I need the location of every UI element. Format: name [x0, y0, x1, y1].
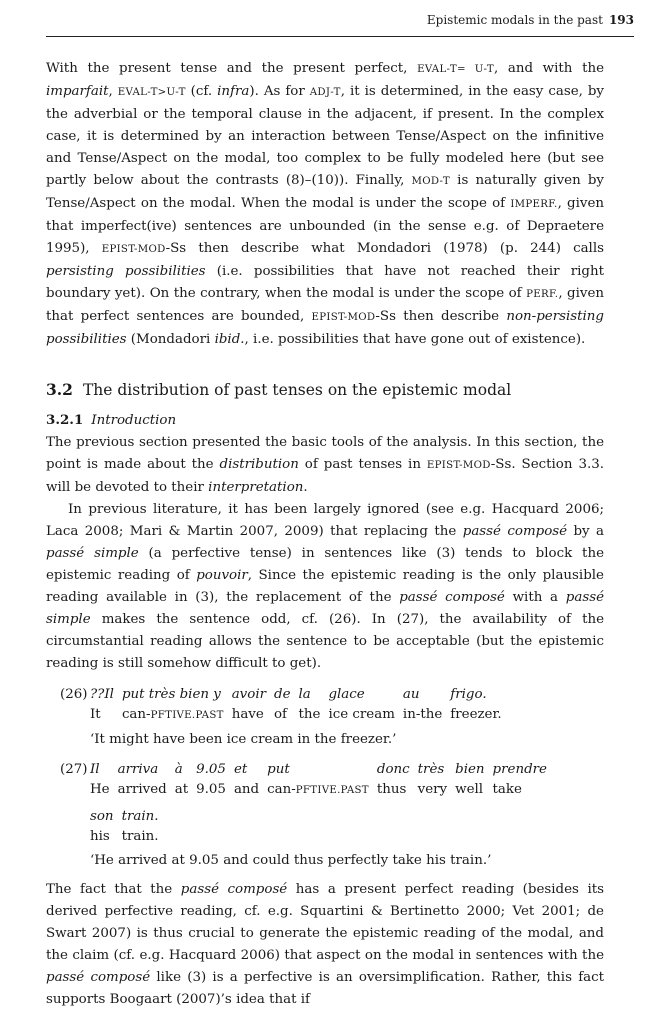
italic-term: non-persisting possibilities	[46, 309, 604, 347]
source-line: Il arriva à 9.05 et put donc très bien prendre	[90, 762, 547, 777]
italic-term: infra	[217, 84, 250, 99]
paragraph: In previous literature, it has been largely ignored (see e.g. Hacquard 2006; Laca 2008; Mari & Martin 2007, 2009) that replacing the passé composé by a passé simple (a perfective tense) in sentences like (3) tends to block the epistemic reading of pouvoir, Since the epistemic reading is the only plausible reading available in (3), the replacement of the passé composé with a passé simple makes the sentence odd, cf. (26). In (27), the availability of the circumstantial reading allows the sentence to be acceptable (but the epistemic reading is still somehow difficult to get).	[46, 502, 605, 671]
small-caps-term: EPIST-MOD	[101, 244, 166, 255]
italic-term: persisting possibilities	[46, 264, 206, 279]
source-line: ??Il put très bien y avoir de la glace au frigo.	[90, 687, 487, 702]
gloss-line: He arrived at 9.05 and can-PFTIVE.PAST thus very well take	[90, 782, 522, 797]
small-caps-term: EVAL-T>U-T	[117, 87, 186, 98]
italic-term: passé composé	[46, 970, 151, 985]
section-heading	[46, 379, 604, 401]
running-head-title: Epistemic modals in the past	[426, 13, 603, 27]
subsection-heading	[46, 409, 604, 432]
small-caps-term: EPIST-MOD	[311, 312, 376, 323]
gloss-table	[90, 807, 167, 847]
italic-term: passé composé	[180, 882, 288, 897]
italic-term: passé composé	[462, 524, 568, 539]
running-head	[46, 10, 634, 30]
small-caps-term: MOD-T	[411, 176, 451, 187]
italic-term: passé simple	[46, 546, 139, 561]
small-caps-term: IMPERF.	[510, 199, 558, 210]
source-line: son train.	[90, 809, 159, 824]
example-translation: ‘It might have been ice cream in the freezer.’	[90, 732, 397, 747]
paragraph: The previous section presented the basic tools of the analysis. In this section, the point is made about the distribution of past tenses in EPIST-MOD-Ss. Section 3.3. will be devoted to their interpretation.	[46, 435, 604, 495]
gloss-line: his train.	[90, 829, 159, 844]
example-27	[46, 760, 604, 871]
italic-term: distribution	[219, 457, 299, 472]
page-number: 193	[608, 13, 634, 27]
paragraph: With the present tense and the present perfect, EVAL-T= U-T, and with the imparfait, EVAL-T>U-T (cf. infra). As for ADJ-T, it is determined, in the easy case, by the adverbial or the temporal clause in the adjacent, if present. In the complex case, it is determined by an interaction between Tense/Aspect on the infinitive and Tense/Aspect on the modal, too complex to be fully modeled here (but see partly below about the contrasts (8)–(10)). Finally, MOD-T is naturally given by Tense/Aspect on the modal. When the modal is under the scope of IMPERF., given that imperfect(ive) sentences are unbounded (in the sense e.g. of Depraetere 1995), EPIST-MOD-Ss then describe what Mondadori (1978) (p. 244) calls persisting possibilities (i.e. possibilities that have not reached their right boundary yet). On the contrary, when the modal is under the scope of PERF., given that perfect sentences are bounded, EPIST-MOD-Ss then describe non-persisting possibilities (Mondadori ibid., i.e. possibilities that have gone out of existence).	[46, 61, 605, 347]
section-number: 3.2	[46, 380, 73, 399]
italic-term: interpretation	[208, 480, 304, 495]
italic-term: pouvoir	[196, 568, 248, 583]
italic-term: passé simple	[46, 590, 604, 627]
gloss-table	[90, 760, 555, 801]
subsection-number: 3.2.1	[46, 412, 84, 428]
section-title: The distribution of past tenses on the epistemic modal	[82, 381, 512, 399]
gloss-line: It can-PFTIVE.PAST have of the ice cream in-the freezer.	[90, 707, 502, 722]
small-caps-term: PERF.	[526, 289, 559, 300]
gloss-abbrev: PFTIVE.PAST	[295, 785, 369, 796]
small-caps-term: EVAL-T= U-T	[417, 64, 494, 75]
example-26	[46, 685, 604, 750]
small-caps-term: EPIST-MOD	[426, 460, 491, 471]
header-rule	[46, 36, 634, 37]
body-text	[46, 58, 604, 1011]
subsection-title: Introduction	[91, 413, 177, 428]
italic-term: imparfait	[46, 84, 109, 99]
example-number: (27)	[60, 762, 88, 777]
small-caps-term: ADJ-T	[309, 87, 341, 98]
example-translation: ‘He arrived at 9.05 and could thus perfectly take his train.’	[90, 853, 492, 868]
gloss-abbrev: PFTIVE.PAST	[150, 710, 224, 721]
example-number: (26)	[60, 687, 88, 702]
paragraph: The fact that the passé composé has a present perfect reading (besides its derived perfective reading, cf. e.g. Squartini & Bertinetto 2000; Vet 2001; de Swart 2007) is thus crucial to generate the epistemic reading of the modal, and the claim (cf. e.g. Hacquard 2006) that aspect on the modal in sentences with the passé composé like (3) is a perfective is an oversimplification. Rather, this fact supports Boogaart (2007)’s idea that if	[46, 882, 605, 1007]
gloss-table	[90, 685, 510, 726]
italic-term: passé composé	[399, 590, 505, 605]
italic-term: ibid.	[214, 332, 245, 347]
